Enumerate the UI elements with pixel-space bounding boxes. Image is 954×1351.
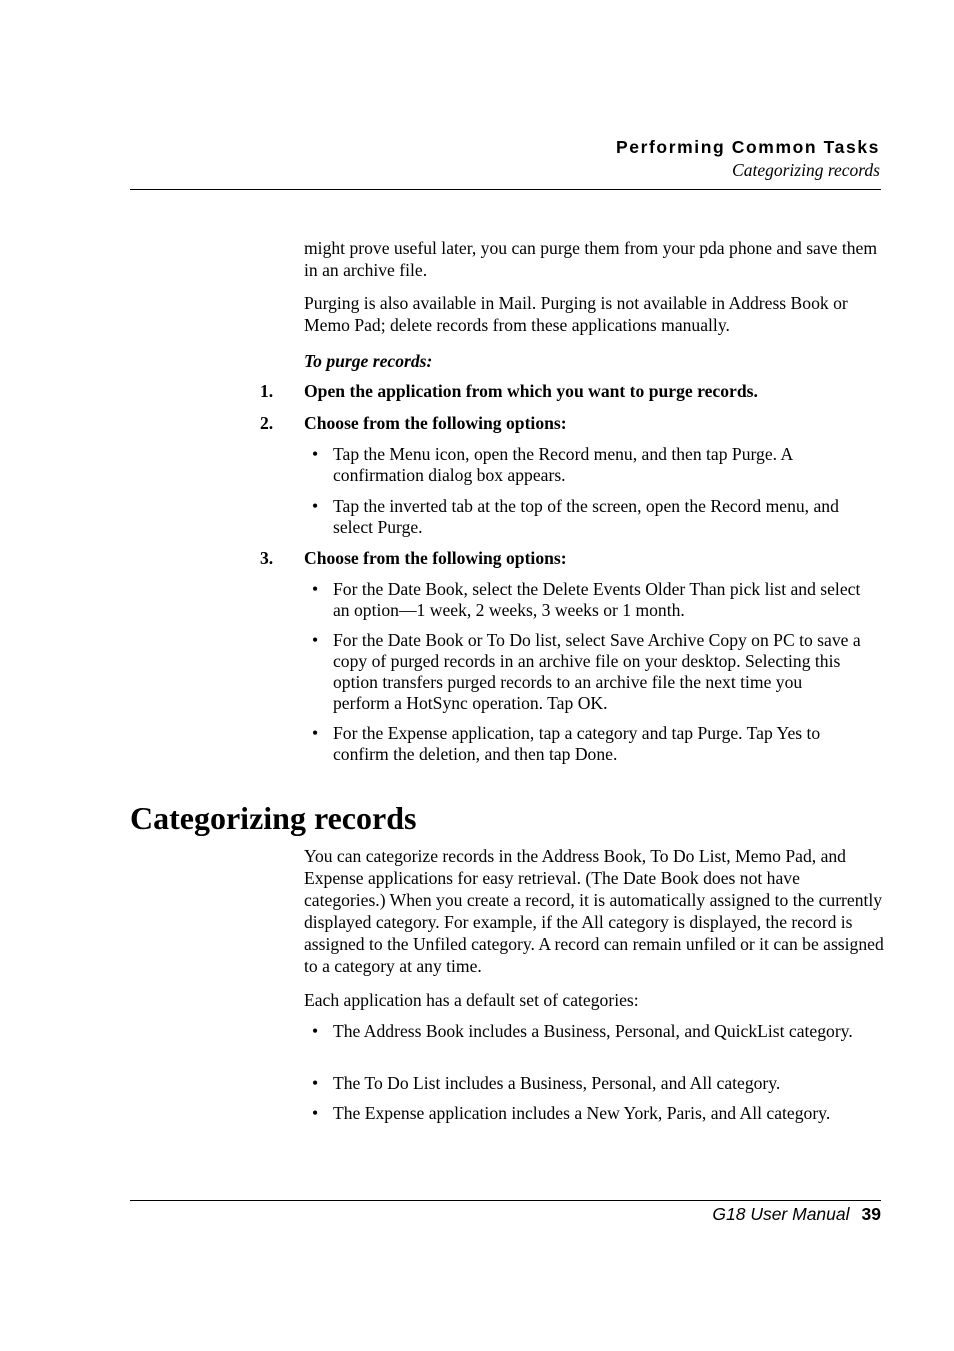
page-number: 39	[861, 1204, 881, 1224]
step-text: Choose from the following options:	[304, 548, 567, 568]
bullet-icon: •	[312, 444, 319, 464]
running-header	[616, 137, 880, 181]
section-paragraph-1	[304, 845, 884, 977]
list-item-text: Tap the Menu icon, open the Record menu, and then tap Purge. A confirmation dialog box appears.	[333, 444, 793, 485]
list-item-text: For the Date Book, select the Delete Events Older Than pick list and select an option—1 week, 2 weeks, 3 weeks or 1 month.	[333, 579, 861, 620]
step-text: Choose from the following options:	[304, 413, 567, 433]
list-item-text: The Expense application includes a New York, Paris, and All category.	[333, 1103, 831, 1123]
intro-paragraph-1	[304, 237, 884, 281]
section-title: Categorizing records	[732, 160, 880, 180]
section-paragraph-2	[304, 989, 884, 1011]
bullet-icon: •	[312, 1103, 319, 1123]
bullet-icon: •	[312, 579, 319, 599]
intro-paragraph-2	[304, 292, 884, 336]
step-text: Open the application from which you want to purge records.	[304, 381, 758, 401]
intro-text-2: Purging is also available in Mail. Purging is not available in Address Book or Memo Pad; delete records from these applications manually.	[304, 293, 848, 335]
section-heading: Categorizing records	[130, 800, 417, 836]
section-text-1: You can categorize records in the Address Book, To Do List, Memo Pad, and Expense applications for easy retrieval. (The Date Book does not have categories.) When you create a record, it is automatically assigned to the currently displayed category. For example, if the All category is displayed, the record is assigned to the Unfiled category. A record can remain unfiled or it can be assigned to a category at any time.	[304, 846, 884, 976]
step-number: 3.	[260, 548, 274, 568]
intro-text-1: might prove useful later, you can purge them from your pda phone and save them in an archive file.	[304, 238, 878, 280]
bullet-icon: •	[312, 1073, 319, 1093]
header-rule	[130, 189, 881, 190]
bullet-icon: •	[312, 496, 319, 516]
bullet-icon: •	[312, 630, 319, 650]
list-item-text: The To Do List includes a Business, Personal, and All category.	[333, 1073, 781, 1093]
procedure-title: To purge records:	[304, 351, 433, 371]
list-item-text: The Address Book includes a Business, Personal, and QuickList category.	[333, 1021, 853, 1041]
section-text-2: Each application has a default set of categories:	[304, 990, 639, 1010]
list-item-text: For the Expense application, tap a category and tap Purge. Tap Yes to confirm the deletion, and then tap Done.	[333, 723, 821, 764]
bullet-icon: •	[312, 723, 319, 743]
list-item-text: For the Date Book or To Do list, select Save Archive Copy on PC to save a copy of purged records in an archive file on your desktop. Selecting this option transfers purged records to an archive file the next time you perform a HotSync operation. Tap OK.	[333, 630, 861, 713]
footer-rule	[130, 1200, 881, 1201]
step-number: 1.	[260, 381, 274, 401]
manual-title: G18 User Manual	[712, 1204, 850, 1224]
step-number: 2.	[260, 413, 274, 433]
page-footer	[712, 1203, 881, 1225]
chapter-title: Performing Common Tasks	[615, 137, 880, 157]
bullet-icon: •	[312, 1021, 319, 1041]
list-item-text: Tap the inverted tab at the top of the screen, open the Record menu, and select Purge.	[333, 496, 839, 537]
